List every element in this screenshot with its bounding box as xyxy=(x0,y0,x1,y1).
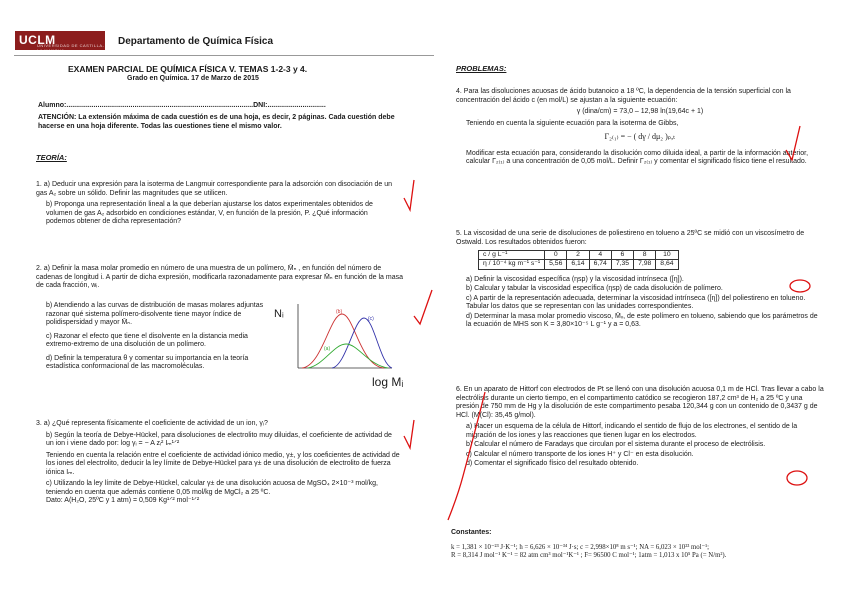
table-cell: 6,74 xyxy=(589,260,611,269)
circle-mark xyxy=(790,280,810,292)
q1-a: 1. a) Deducir una expresión para la isoterma de Langmuir correspondiente para la adsorción con disociación de un gas A₂ sobre un sólido. Definir las magnitudes que se utilicen. xyxy=(36,181,393,197)
table-cell: c / g L⁻¹ xyxy=(479,251,545,260)
q3-b2: Teniendo en cuenta la relación entre el coeficiente de actividad iónico medio, γ±, y los coeficientes de actividad de los iones del electrolito, deducir la ley límite de Debye-Hückel para γ± de una disolución de electrolito de fuerza iónica Iₘ. xyxy=(46,451,400,476)
q5-text: 5. La viscosidad de una serie de disoluciones de poliestireno en tolueno a 25ºC se midió con un viscosímetro de Ostwald. Los resultados obtenidos fueron: xyxy=(456,230,805,246)
q4-text2: Modificar esta ecuación para, considerando la disolución como diluida ideal, a partir de la información anterior, calcular Γ₂₍₁₎ a una concentración de 0,05 mol/L. Definir Γ₂₍₁₎ y comentar el significado físico tiene el resultado. xyxy=(466,149,809,166)
q5-c: c) A partir de la representación adecuada, determinar la viscosidad intrínseca ([η]) del poliestireno en tolueno. Tabular los datos que se representan con las unidades correspondientes. xyxy=(466,294,806,311)
q4-text: 4. Para las disoluciones acuosas de ácido butanoico a 18 ºC, la dependencia de la tensión superficial con la concentración del ácido c (en mol/L) se ajustan a la siguiente ecuación: xyxy=(456,88,791,104)
graph-x-label: log Mᵢ xyxy=(372,375,404,389)
q3-b1: b) Según la teoría de Debye-Hückel, para disoluciones de electrolito muy diluidas, el coeficiente de actividad de un ion i viene dado por: log γᵢ = − A zᵢ² Iₘ¹ᐟ² xyxy=(46,431,392,448)
check-mark xyxy=(414,290,432,324)
table-cell: 8,64 xyxy=(656,260,678,269)
table-cell: 7,98 xyxy=(634,260,656,269)
check-mark xyxy=(404,180,414,210)
strike-line xyxy=(448,392,485,520)
q6-c: c) Calcular el número transporte de los iones H⁺ y Cl⁻ en esta disolución. xyxy=(466,450,694,458)
q4-gibbs-equation: Γ₂₍₁₎ = − ( dγ / dμ₂ )ₚ,ₜ xyxy=(604,132,676,142)
q6-b: b) Calcular el número de Faradays que circulan por el sistema durante el proceso de electrólisis. xyxy=(466,441,766,449)
q4-equation: γ (dina/cm) = 73,0 – 12,98 ln(19,64c + 1) xyxy=(576,108,704,116)
q5-b: b) Calcular y tabular la viscosidad específica (ηsp) de cada disolución de polímero. xyxy=(466,285,723,293)
q3-dato: Dato: A(H₂O, 25ºC y 1 atm) = 0,509 Kg¹ᐟ² mol⁻¹ᐟ² xyxy=(46,497,200,505)
q3-a: 3. a) ¿Qué representa físicamente el coeficiente de actividad de un ion, γᵢ? xyxy=(36,420,268,427)
curve-label-c: (c) xyxy=(368,316,374,322)
table-cell: 2 xyxy=(567,251,589,260)
exam-subtitle: Grado en Química. 17 de Marzo de 2015 xyxy=(127,75,259,82)
table-cell: 6 xyxy=(611,251,633,260)
table-cell: 4 xyxy=(589,251,611,260)
table-cell: 5,56 xyxy=(545,260,567,269)
check-mark xyxy=(786,126,800,160)
q3-c: c) Utilizando la ley límite de Debye-Hückel, calcular γ± de una disolución acuosa de MgSO₄ 2×10⁻³ mol/kg, teniendo en cuenta que además contiene 0,05 mol/kg de MgCl₂ a 25 ºC. xyxy=(46,480,378,496)
q5-a: a) Definir la viscosidad específica (ηsp) y la viscosidad intrínseca ([η]). xyxy=(466,275,684,283)
q6-d: d) Comentar el significado físico del resultado obtenido. xyxy=(466,460,639,468)
exam-title: EXAMEN PARCIAL DE QUÍMICA FÍSICA V. TEMAS 1-2-3 y 4. xyxy=(68,64,308,74)
constants-title: Constantes: xyxy=(451,529,492,536)
alumno-line: Alumno:................................................................................................DNI:.............................. xyxy=(38,102,326,109)
q1-b: b) Proponga una representación lineal a la que deberían ajustarse los datos experimentales obtenidos de volumen de gas A₂ adsorbido en condiciones estándar, V, en función de la presión, P. ¿Qué información podemos obtener de dicha representación? xyxy=(46,201,373,226)
q6-a: a) Hacer un esquema de la célula de Hittorf, indicando el sentido de flujo de los electrones, el sentido de la migración de los iones y las reacciones que tienen lugar en los electrodos. xyxy=(466,423,798,439)
q4-gibbs: Teniendo en cuenta la siguiente ecuación para la isoterma de Gibbs, xyxy=(466,119,679,127)
q2-b: b) Atendiendo a las curvas de distribución de masas molares adjuntas razonar qué sistema polímero-disolvente tiene mayor índice de polidispersidad y mayor M̄ₙ. xyxy=(46,302,264,327)
q6-text: 6. En un aparato de Hittorf con electrodos de Pt se llenó con una disolución acuosa 0,1 m de HCl. Tras llevar a cabo la electrólisis durante un cierto tiempo, en el compartimento catódico se recogieron 187,2 cm³ de H₂ a 25 ºC y una presión de 750 mm de Hg y la disolución de este compartimento pesaba 120,344 g con un contenido de 0,3437 g de HCl. (M(Cl): 35,45 g/mol). xyxy=(456,386,824,419)
table-cell: 7,35 xyxy=(611,260,633,269)
q2-c: c) Razonar el efecto que tiene el disolvente en la distancia media extremo-extremo de una disolución de un polímero. xyxy=(46,332,248,349)
graph-y-label: Nᵢ xyxy=(274,308,284,320)
q5-d: d) Determinar la masa molar promedio viscoso, M̄ᵥ, de este polímero en tolueno, sabiendo que los parámetros de la ecuación de MHS son K = 3,80×10⁻⁵ L g⁻¹ y a = 0,63. xyxy=(466,312,818,329)
uclm-logo: UCLM UNIVERSIDAD DE CASTILLA-LA MANCHA xyxy=(15,31,105,50)
table-cell: 8 xyxy=(634,251,656,260)
atencion-note: ATENCIÓN: La extensión máxima de cada cuestión es de una hoja, es decir, 2 páginas. Cada cuestión debe hacerse en una hoja diferente. Todas las cuestiones tiene el mismo valor. xyxy=(38,114,395,130)
curve-label-b: (b) xyxy=(336,309,343,315)
constants-line-1: k = 1,381 × 10⁻²³ J·K⁻¹; h = 6,626 × 10⁻³⁴ J·s; c = 2,998×10⁸ m s⁻¹; NA = 6,023 × 10²³ mol⁻¹; xyxy=(451,543,710,551)
table-cell: η / 10⁻⁴ kg m⁻¹ s⁻¹ xyxy=(479,260,545,269)
department-name: Departamento de Química Física xyxy=(118,36,274,47)
circle-mark xyxy=(787,471,807,485)
table-cell: 0 xyxy=(545,251,567,260)
teoria-title: TEORÍA: xyxy=(36,153,67,162)
q2-d: d) Definir la temperatura θ y comentar su importancia en la teoría estadística conformacional de las macromoléculas. xyxy=(46,354,249,371)
curve-label-a: (a) xyxy=(324,346,331,352)
problemas-title: PROBLEMAS: xyxy=(456,64,507,73)
check-mark xyxy=(404,420,414,448)
table-cell: 6,14 xyxy=(567,260,589,269)
q2-a: 2. a) Definir la masa molar promedio en número de una muestra de un polímero, M̄ₙ , en función del número de cadenas de longitud i. A partir de dicha expresión, modificarla razonadamente para expresar M̄ₙ en función de la masa de cada fracción, wᵢ. xyxy=(36,265,404,290)
table-cell: 10 xyxy=(656,251,678,260)
constants-line-2: R = 8,314 J mol⁻¹ K⁻¹ = 82 atm cm³ mol⁻¹K⁻¹ ; F= 96500 C mol⁻¹; 1atm = 1,013 x 10⁵ Pa (= N/m²). xyxy=(451,551,727,559)
